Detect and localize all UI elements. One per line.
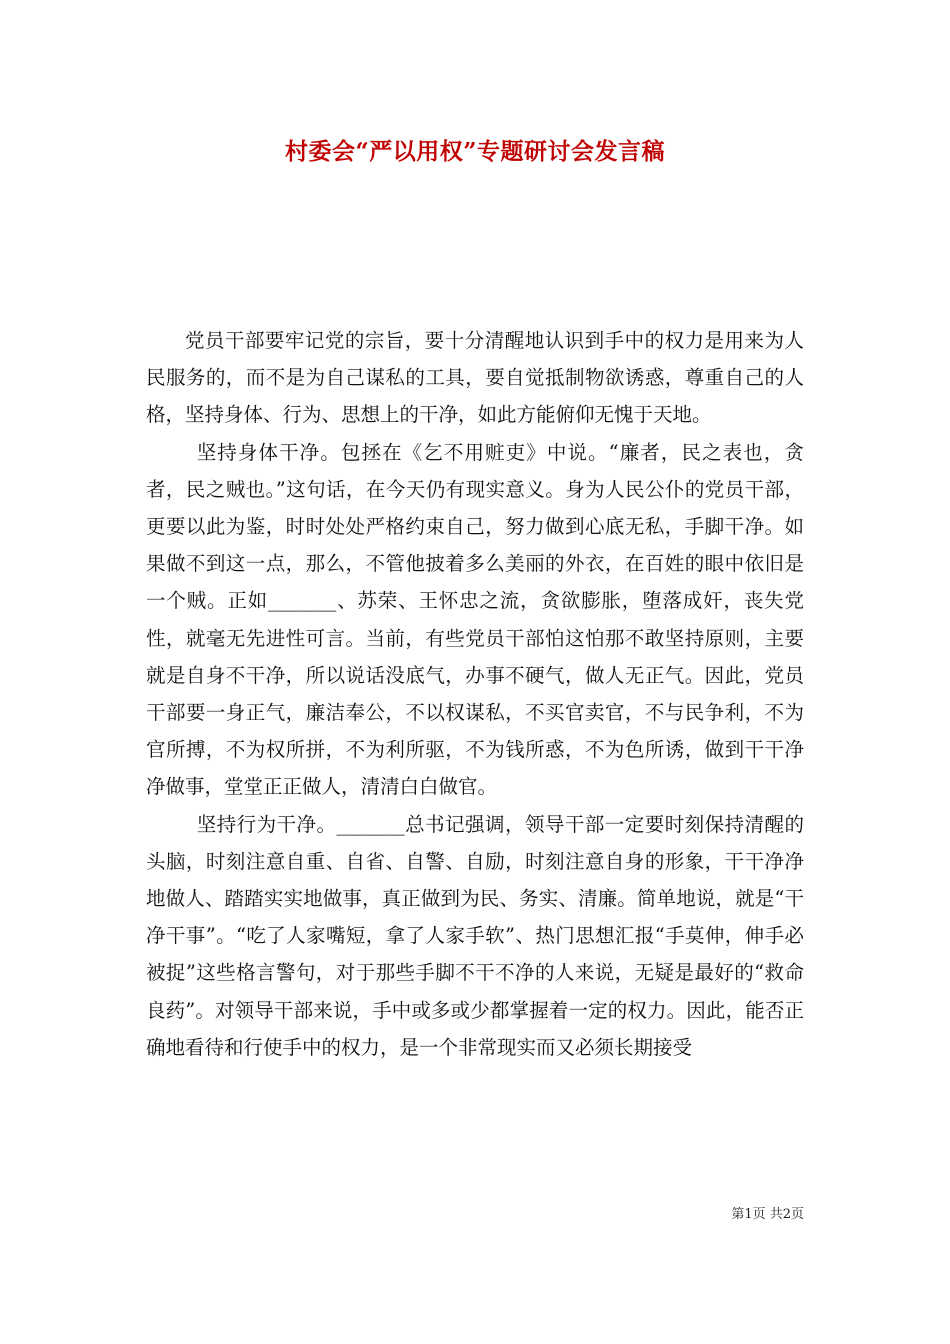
page-title: 村委会“严以用权”专题研讨会发言稿: [285, 138, 665, 165]
paragraph-3: 坚持行为干净。_______总书记强调，领导干部一定要时刻保持清醒的头脑，时刻注意自重、自省、自警、自励，时刻注意自身的形象，干干净净地做人、踏踏实实地做事，真正做到为民、务实、清廉。简单地说，就是“干净干事”。“吃了人家嘴短，拿了人家手软”、热门思想汇报“手莫伸，伸手必被捉”这些格言警句，对于那些手脚不干不净的人来说，无疑是最好的“救命良药”。对领导干部来说，手中或多或少都掌握着一定的权力。因此，能否正确地看待和行使手中的权力，是一个非常现实而又必须长期接受: [146, 812, 804, 1059]
page-number-footer: 第1页 共2页: [731, 1207, 804, 1222]
paragraph-2: 坚持身体干净。包拯在《乞不用赃吏》中说。“廉者，民之表也，贪者，民之贼也。”这句话，在今天仍有现实意义。身为人民公仆的党员干部，更要以此为鉴，时时处处严格约束自己，努力做到心底无私，手脚干净。如果做不到这一点，那么，不管他披着多么美丽的外衣，在百姓的眼中依旧是一个贼。正如_______、苏荣、王怀忠之流，贪欲膨胀，堕落成奸，丧失党性，就毫无先进性可言。当前，有些党员干部怕这怕那不敢坚持原则，主要就是自身不干净，所以说话没底气，办事不硬气，做人无正气。因此，党员干部要一身正气，廉洁奉公，不以权谋私，不买官卖官，不与民争利，不为官所搏，不为权所拼，不为利所驱，不为钱所惑，不为色所诱，做到干干净净做事，堂堂正正做人，清清白白做官。: [146, 440, 804, 799]
paragraph-1: 党员干部要牢记党的宗旨，要十分清醒地认识到手中的权力是用来为人民服务的，而不是为自己谋私的工具，要自觉抵制物欲诱惑，尊重自己的人格，坚持身体、行为、思想上的干净，如此方能俯仰无愧于天地。: [146, 329, 804, 427]
document-body: [146, 322, 804, 1066]
